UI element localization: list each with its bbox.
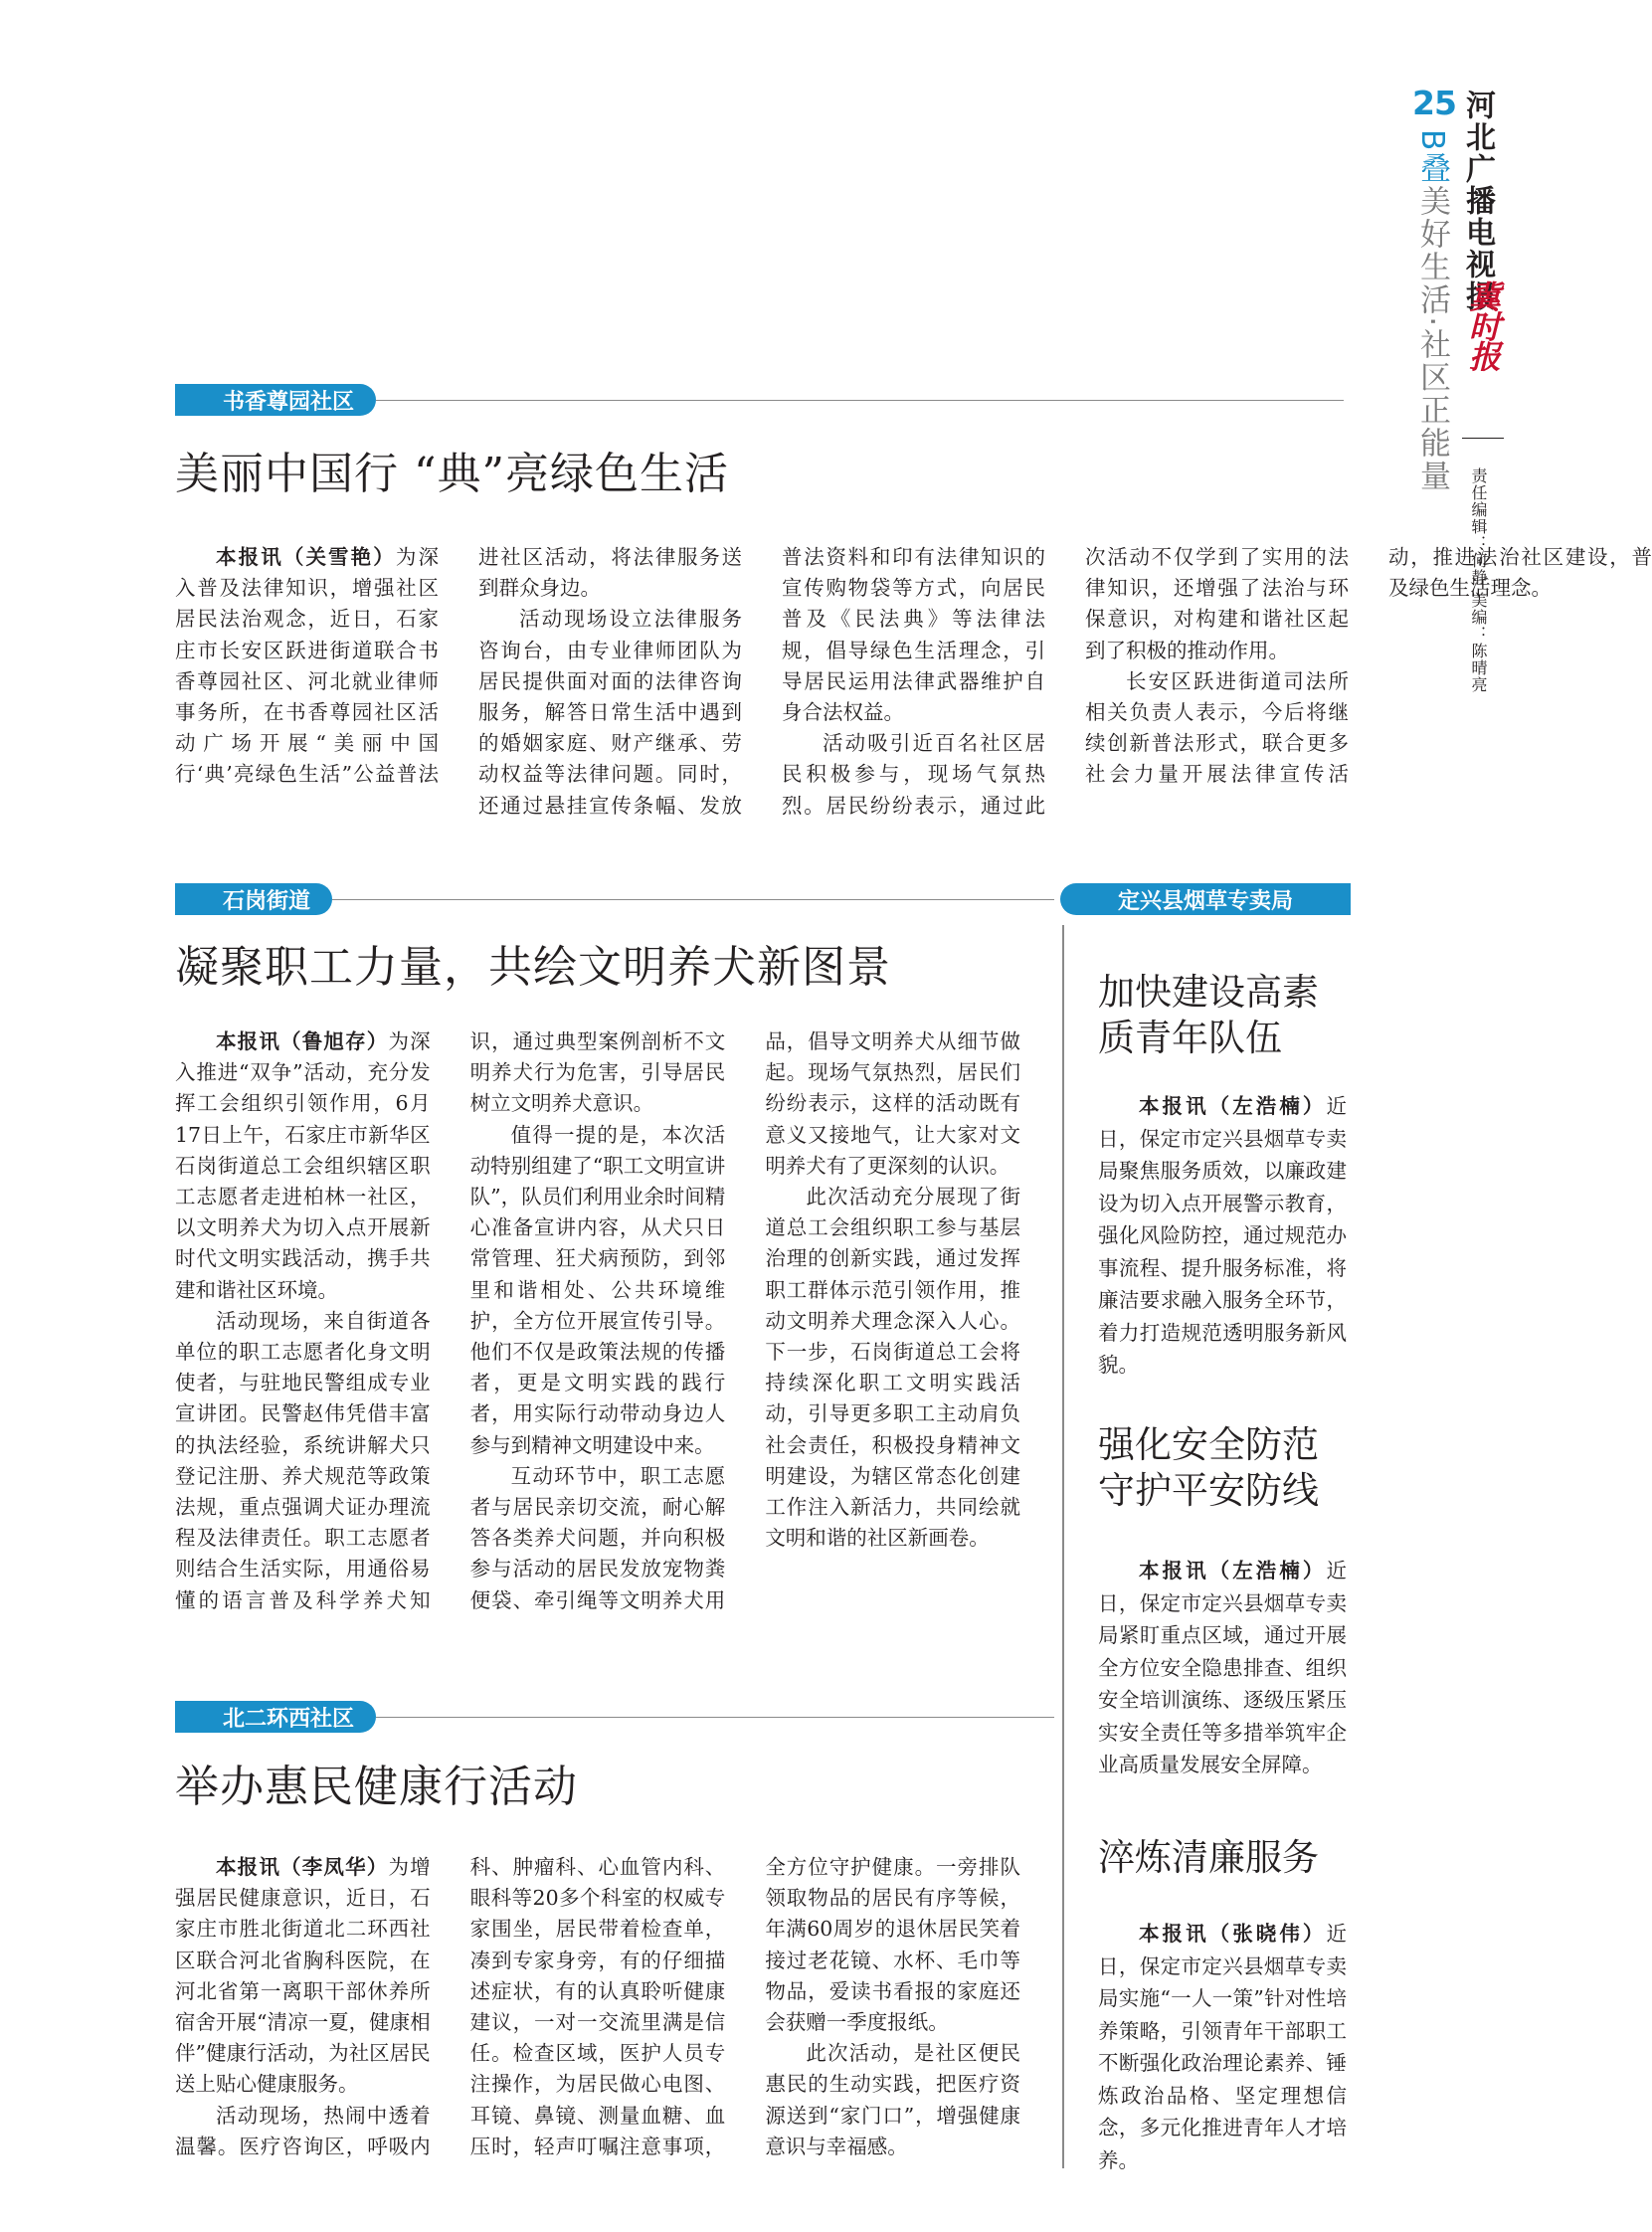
byline: 本报讯（关雪艳） [216,545,396,569]
sidebar-article: 本报讯（左浩楠）近日，保定市定兴县烟草专卖局紧盯重点区域，通过开展全方位安全隐患排查、组织安全培训演练、逐级压紧压实安全责任等多措举筑牢企业高质量发展安全屏障。 [1098,1559,1347,1776]
editors-credit: 责任编辑：何静 美编：陈晴亮 [1469,467,1488,694]
section-tag [175,1701,1054,1733]
sidebar-headline: 加快建设高素质青年队伍 [1098,971,1319,1059]
article-paragraph: 本报讯（关雪艳）为深入普及法律知识，增强社区居民法治观念，近日，石家庄市长安区跃进街道联合书香尊园社区、河北就业律师事务所，在书香尊园社区活动广场开展“美丽中国行‘典’亮绿色生活”公益普法进社区活动，将法律服务送到群众身边。 [175,545,742,787]
byline: 本报讯（左浩楠） [1139,1094,1327,1118]
section-tag-label: 石岗街道 [175,883,332,915]
sidebar-article: 本报讯（左浩楠）近日，保定市定兴县烟草专卖局聚焦服务质效，以廉政建设为切入点开展警示教育，强化风险防控，通过规范办事流程、提升服务标准，将廉洁要求融入服务全环节，着力打造规范透明服务新风貌。 [1098,1094,1347,1377]
sidebar-article: 本报讯（张晓伟）近日，保定市定兴县烟草专卖局实施“一人一策”针对性培养策略，引领青年干部职工不断强化政治理论素养、锤炼政治品格、坚定理想信念，多元化推进青年人才培养。 [1098,1922,1347,2172]
section-tag [175,384,1344,416]
article-paragraph: 活动现场，来自街道各单位的职工志愿者化身文明使者，与驻地民警组成专业宣讲团。民警赵伟凭借丰富的执法经验，系统讲解犬只登记注册、养犬规范等政策法规，重点强调犬证办理流程及法律责任。职工志愿者则结合生活实际，用通俗易懂的语言普及科学养犬知识，通过典型案例剖析不文明养犬行为危害，引导居民树立文明养犬意识。 [175,1029,726,1612]
article-body [175,1852,1020,2170]
edition-sheet: 叠 [1414,152,1450,186]
section-rule [332,899,1054,900]
byline: 本报讯（张晓伟） [1139,1922,1327,1946]
article-headline: 举办惠民健康行活动 [175,1762,578,1812]
article-paragraph: 此次活动，是社区便民惠民的生动实践，把医疗资源送到“家门口”，增强健康意识与幸福感。 [765,2041,1020,2158]
section-rule [376,1717,1054,1718]
article-paragraph: 活动现场，热闹中透着温馨。医疗咨询区，呼吸内科、肿瘤科、心血管内科、眼科等20多个科室的权威专家围坐，居民带着检查单，凑到专家身旁，有的仔细描述症状，有的认真聆听健康建议，一对一交流里满是信任。检查区域，医护人员专注操作，为居民做心电图、耳镜、鼻镜、测量血糖、血压时，轻声叮嘱注意事项，全方位守护健康。一旁排队领取物品的居民有序等候，年满60周岁的退休居民笑着接过老花镜、水杯、毛巾等物品，爱读书看报的家庭还会获赠一季度报纸。 [175,1855,1020,2158]
masthead-divider [1462,438,1504,439]
page-number: 25 [1412,84,1456,122]
byline: 本报讯（左浩楠） [1139,1559,1327,1582]
edition-label [1414,129,1450,493]
article-paragraph: 长安区跃进街道司法所相关负责人表示，今后将继续创新普法形式，联合更多社会力量开展法律宣传活动，推进法治社区建设，普及绿色生活理念。 [1085,545,1652,787]
section-tag [175,883,1054,915]
sidebar-tag: 定兴县烟草专卖局 [1060,883,1351,915]
sidebar-divider [1062,925,1064,2168]
article-paragraph: 活动吸引近百名社区居民积极参与，现场气氛热烈。居民纷纷表示，通过此次活动不仅学到了实用的法律知识，还增强了法治与环保意识，对构建和谐社区起到了积极的推动作用。 [782,545,1349,818]
article-paragraph: 此次活动充分展现了街道总工会组织职工参与基层治理的创新实践，通过发挥职工群体示范引领作用，推动文明养犬理念深入人心。下一步，石岗街道总工会将持续深化职工文明实践活动，引导更多职工主动肩负社会责任，积极投身精神文明建设，为辖区常态化创建工作注入新活力，共同绘就文明和谐的社区新画卷。 [765,1185,1020,1551]
newspaper-name: 河北广播电视报 [1460,90,1495,312]
article-paragraph: 活动现场设立法律服务咨询台，由专业律师团队为居民提供面对面的法律咨询服务，解答日常生活中遇到的婚姻家庭、财产继承、劳动权益等法律问题。同时，还通过悬挂宣传条幅、发放普法资料和印有法律知识的宣传购物袋等方式，向居民普及《民法典》等法律法规，倡导绿色生活理念，引导居民运用法律武器维护自身合法权益。 [478,545,1045,818]
article-paragraph: 本报讯（鲁旭存）为深入推进“双争”活动，充分发挥工会组织引领作用，6月17日上午，石家庄市新华区石岗街道总工会组织辖区职工志愿者走进柏林一社区，以文明养犬为切入点开展新时代文明实践活动，携手共建和谐社区环境。 [175,1029,431,1302]
sidebar-headline: 强化安全防范守护平安防线 [1098,1423,1319,1512]
article-paragraph: 本报讯（李凤华）为增强居民健康意识，近日，石家庄市胜北街道北二环西社区联合河北省胸科医院，在河北省第一离职干部休养所宿舍开展“清凉一夏，健康相伴”健康行活动，为社区居民送上贴心健康服务。 [175,1855,431,2097]
article-headline: 美丽中国行 “典”亮绿色生活 [175,449,729,499]
byline: 本报讯（李凤华） [216,1855,389,1879]
section-rule [376,400,1344,401]
section-tag-label: 北二环西社区 [175,1701,376,1733]
edition-title: 美好生活·社区正能量 [1414,185,1450,493]
article-body [175,1026,1020,1653]
article-paragraph: 值得一提的是，本次活动特别组建了“职工文明宣讲队”，队员们利用业余时间精心准备宣讲内容，从犬只日常管理、狂犬病预防，到邻里和谐相处、公共环境维护，全方位开展宣传引导。他们不仅是政策法规的传播者，更是文明实践的践行者，用实际行动带动身边人参与到精神文明建设中来。 [469,1122,726,1457]
article-paragraph: 互动环节中，职工志愿者与居民亲切交流，耐心解答各类养犬问题，并向积极参与活动的居民发放宠物粪便袋、牵引绳等文明养犬用品，倡导文明养犬从细节做起。现场气氛热烈，居民们纷纷表示，这样的活动既有意义又接地气，让大家对文明养犬有了更深刻的认识。 [469,1029,1020,1612]
section-tag-label: 书香尊园社区 [175,384,376,416]
newspaper-logo: 冀时报 [1464,280,1502,370]
byline: 本报讯（鲁旭存） [216,1029,389,1053]
article-headline: 凝聚职工力量，共绘文明养犬新图景 [175,942,891,993]
edition-letter: B [1414,129,1450,153]
sidebar-headline: 淬炼清廉服务 [1098,1836,1319,1879]
